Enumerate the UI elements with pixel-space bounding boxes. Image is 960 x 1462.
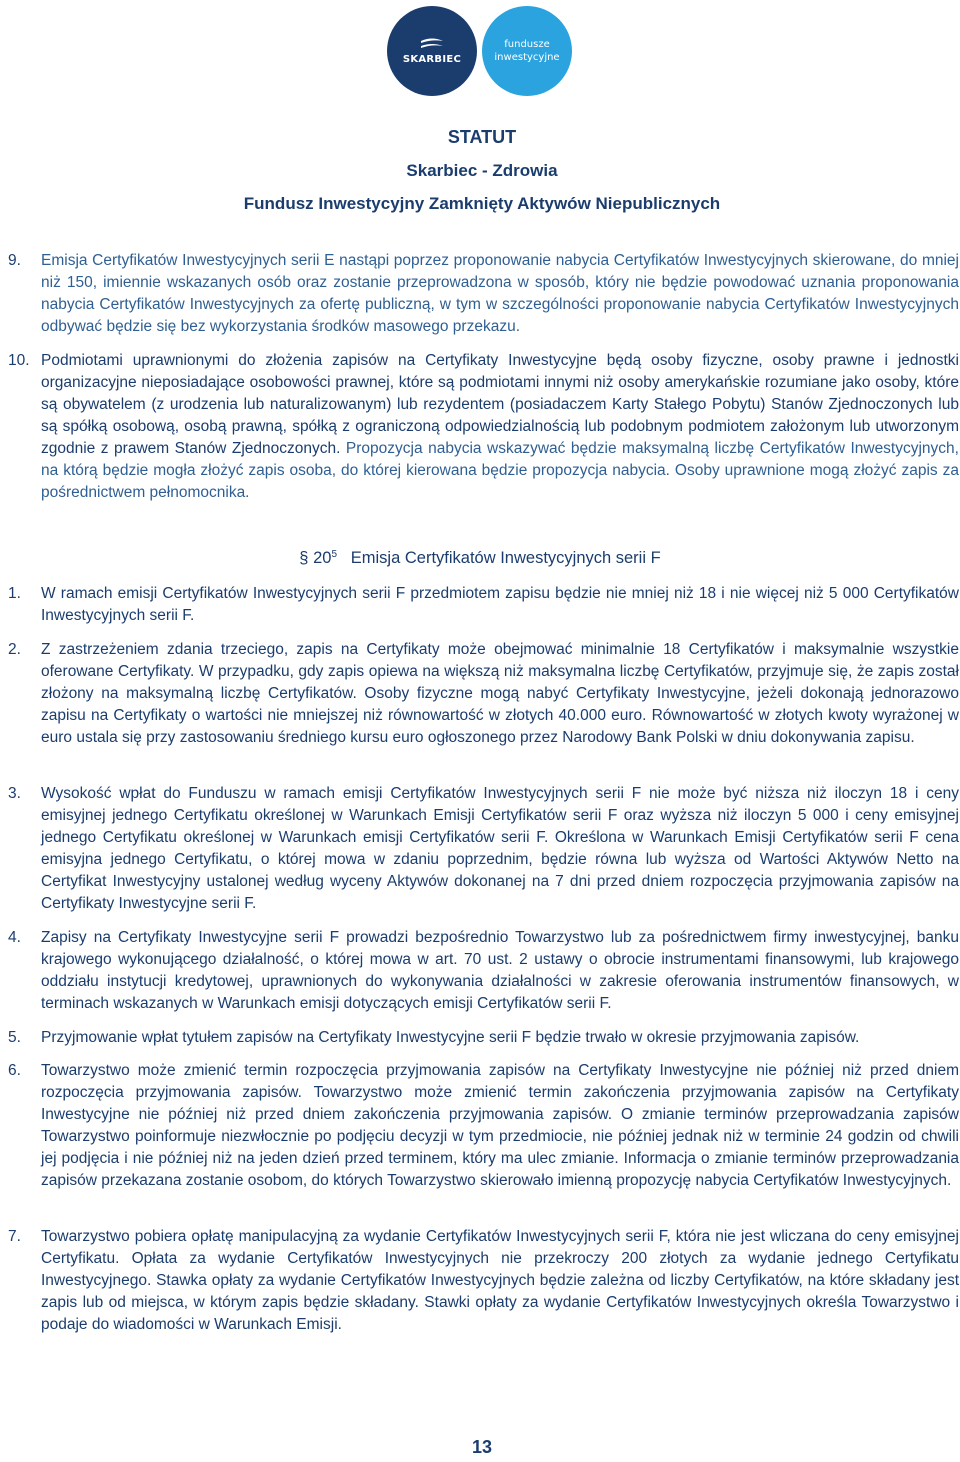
skarbiec-logo-text: SKARBIEC [402,54,462,65]
item-text: Towarzystwo może zmienić termin rozpoczęcia przyjmowania zapisów na Certyfikaty Inwestycyjne nie później niż przed dniem rozpoczęcia przyjmowania zapisów. Towarzystwo może zmienić termin zakończenia przyjmowania zapisów na Certyfikaty Inwestycyjne nie później niż przed dniem zakończenia przyjmowania zapisów. O zmianie terminów przeprowadzania zapisów Towarzystwo poinformuje niezwłocznie po podjęciu decyzji w tym przedmiocie, nie później jednak niż w terminie 24 godzin od chwili jej podjęcia i nie później niż na jeden dzień przed terminem, który ma ulec zmianie. Informacja o zmianie terminów przeprowadzania zapisów przekazana zostanie osobom, do których Towarzystwo skierowało imienną propozycję nabycia Certyfikatów Inwestycyjnych. [41,1062,959,1189]
page-number: 13 [471,1437,493,1457]
document-title: STATUT [447,127,517,147]
item-number: 2. [8,641,21,658]
paragraph-text [41,250,959,338]
fund-name: Fundusz Inwestycyjny Zamknięty Aktywów Niepublicznych [243,194,721,213]
item-number: 6. [8,1062,21,1079]
fundusze-logo-line2: inwestycyjne [494,52,560,63]
list-item [0,783,960,915]
item-text: Przyjmowanie wpłat tytułem zapisów na Certyfikaty Inwestycyjne serii F będzie trwało w okresie przyjmowania zapisów. [41,1029,860,1046]
section-title-text: Emisja Certyfikatów Inwestycyjnych serii F [350,549,661,567]
paragraph-text-part-b: proponowania nabycia Certyfikatów Inwestycyjnych za ofertę publiczną, w tym w szczególności proponowanie nabycia Certyfikatów Inwestycyjnych odbywać będzie się bez wykorzystania środków masowego przekazu. [41,274,959,335]
fundusze-logo-line1: fundusze [504,39,550,50]
item-text: Towarzystwo pobiera opłatę manipulacyjną za wydanie Certyfikatów Inwestycyjnych serii F, która nie jest wliczana do ceny emisyjnej Certyfikatu. Opłata za wydanie Certyfikatów Inwestycyjnych nie przekroczy 200 złotych za wydanie jednego Certyfikatu Inwestycyjnego. Stawka opłaty za wydanie Certyfikatów Inwestycyjnych będzie zależna od liczby Certyfikatów, na które składany jest zapis lub od miejsca, w którym zapis będzie składany. Stawki opłaty za wydanie Certyfikatów Inwestycyjnych określa Towarzystwo i podaje do wiadomości w Warunkach Emisji. [41,1228,959,1333]
item-number: 1. [8,585,21,602]
item-number: 5. [8,1029,21,1046]
section-number: 20 [313,549,332,567]
paragraph-10 [0,350,960,504]
list-item [0,1226,960,1336]
paragraph-9 [0,250,960,338]
header-logos [387,6,577,98]
list-item [0,1060,960,1192]
item-text: W ramach emisji Certyfikatów Inwestycyjnych serii F przedmiotem zapisu będzie nie mniej niż 18 i nie więcej niż 5 000 Certyfikatów Inwestycyjnych serii F. [41,585,959,624]
document-subtitle: Skarbiec - Zdrowia [406,161,558,180]
item-text: Wysokość wpłat do Funduszu w ramach emisji Certyfikatów Inwestycyjnych serii F nie może być niższa niż iloczyn 18 i ceny emisyjnej jednego Certyfikatu określonej w Warunkach Emisji Certyfikatów serii F oraz wyższa niż iloczyn 5 000 i ceny emisyjnej jednego Certyfikatu określonej w Warunkach emisji Certyfikatów serii F. Określona w Warunkach Emisji Certyfikatów serii F cena emisyjna jednego Certyfikatu, o której mowa w zdaniu poprzednim, będzie równa lub wyższa od Wartości Aktywów Netto na Certyfikat Inwestycyjny ustalonej według wyceny Aktywów dokonanej na 7 dni przed dniem rozpoczęcia przyjmowania zapisów na Certyfikaty Inwestycyjne serii F. [41,785,959,912]
item-number: 3. [8,785,21,802]
item-number: 7. [8,1228,21,1245]
section-symbol: § [299,549,309,567]
skarbiec-logo [387,6,477,96]
list-item [0,583,960,627]
item-number: 4. [8,929,21,946]
fundusze-logo [482,6,572,96]
list-item [0,639,960,749]
list-item [0,1027,960,1049]
item-text: Z zastrzeżeniem zdania trzeciego, zapis na Certyfikaty może obejmować minimalnie 18 Certyfikatów i maksymalnie wszystkie oferowane Certyfikaty. W przypadku, gdy zapis opiewa na większą niż maksymalna liczbę Certyfikatów, przyjmuje się, że zapis został złożony na maksymalną liczbę Certyfikatów. Osoby fizyczne mogą nabyć Certyfikaty Inwestycyjne, jeżeli dokonają jednorazowo zapisu na Certyfikaty o wartości nie mniejszej niż równowartość w złotych 40.000 euro. Równowartość w złotych kwoty wyrażonej w euro ustala się przy zastosowaniu średniego kursu euro ogłoszonego przez Narodowy Bank Polski w dniu dokonywania zapisu. [41,641,959,746]
skarbiec-mark-icon [419,37,445,51]
paragraph-text-part-a: Podmiotami uprawnionymi do złożenia zapisów na Certyfikaty Inwestycyjne będą osoby fizyczne, osoby prawne i jednostki organizacyjne nieposiadające osobowości prawnej, które są podmiotami innymi niż osoby amerykańskie rozumiane jako osoby, które są obywatelem (z urodzenia lub naturalizowanym) lub rezydentem (posiadaczem Karty Stałego Pobytu) Stanów Zjednoczonych lub są spółką osobową, osobą prawną, spółką z ograniczoną odpowiedzialnością lub podobnym podmiotem założonym lub utworzonym zgodnie z prawem Stanów Zjednoczonych. [41,352,959,457]
paragraph-text-part-b: Propozycja nabycia wskazywać będzie maksymalną liczbę Certyfikatów Inwestycyjnych, na którą będzie mogła złożyć zapis osoba, do której kierowana będzie propozycja nabycia. Osoby uprawnione mogą złożyć zapis za pośrednictwem pełnomocnika. [41,440,959,501]
paragraph-text [41,350,959,504]
paragraph-number: 10. [8,352,30,369]
list-item [0,927,960,1015]
paragraph-text-part-a: Emisja Certyfikatów Inwestycyjnych serii E nastąpi poprzez proponowanie nabycia Certyfikatów Inwestycyjnych skierowane, do mniej niż 150, imiennie wskazanych osób oraz zostanie przeprowadzona w sposób, który nie będzie powodować uznania [41,252,959,291]
paragraph-number: 9. [8,252,21,269]
item-text: Zapisy na Certyfikaty Inwestycyjne serii F prowadzi bezpośrednio Towarzystwo lub za pośrednictwem firmy inwestycyjnej, banku krajowego wykonującego działalność, o której mowa w art. 70 ust. 2 ustawy o obrocie instrumentami finansowymi, lub krajowego oddziału instytucji kredytowej, uprawnionych do wykonywania działalności w zakresie oferowania instrumentów finansowych, w terminach wskazanych w Warunkach emisji dotyczących emisji Certyfikatów serii F. [41,929,959,1012]
section-superscript: 5 [331,549,337,560]
section-heading [0,549,960,568]
